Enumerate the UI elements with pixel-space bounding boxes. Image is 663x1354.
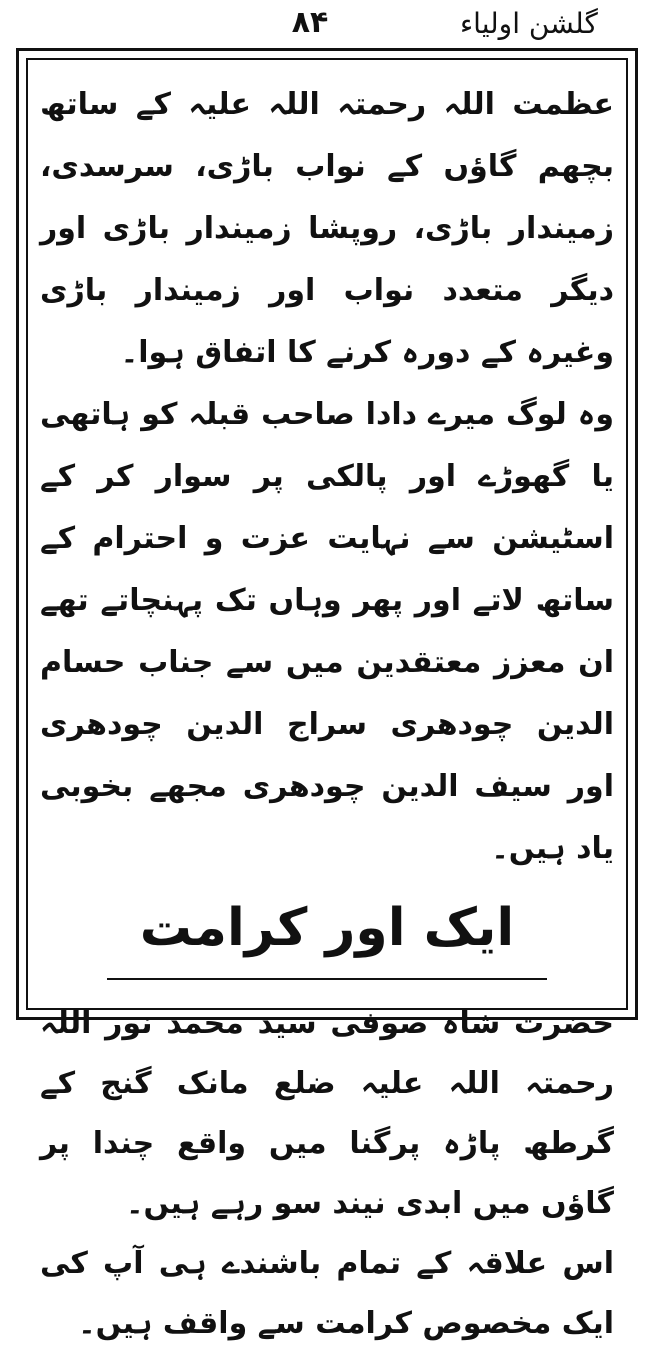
running-title: گلشن اولیاء: [460, 7, 598, 40]
paragraph-1: عظمت اللہ رحمتہ اللہ علیہ کے ساتھ بچھم گاؤں کے نواب باڑی، سرسدی، زمیندار باڑی، روپشا زمیندار باڑی اور دیگر متعدد نواب اور زمیندار باڑی وغیرہ کے دورہ کرنے کا اتفاق ہوا۔: [40, 87, 614, 370]
paragraph-3: حضرت شاہ صوفی سید محمد نور اللہ رحمتہ اللہ علیہ ضلع مانک گنج کے گرطھ پاڑہ پرگنا میں واقع چندا پر گاؤں میں ابدی نیند سو رہے ہیں۔: [40, 1006, 614, 1221]
section-heading: ایک اور کرامت: [139, 898, 515, 958]
page-number: ۸۴: [291, 5, 329, 40]
heading-divider: [107, 978, 547, 980]
page-content: [40, 74, 614, 1354]
page-header: [0, 0, 663, 48]
paragraph-4: اس علاقہ کے تمام باشندے ہی آپ کی ایک مخصوص کرامت سے واقف ہیں۔: [40, 1246, 614, 1341]
paragraph-2: وہ لوگ میرے دادا صاحب قبلہ کو ہاتھی یا گھوڑے اور پالکی پر سوار کر کے اسٹیشن سے نہایت عزت و احترام کے ساتھ لاتے اور پھر وہاں تک پہنچاتے تھے ان معزز معتقدین میں سے جناب حسام الدین چودھری سراج الدین چودھری اور سیف الدین چودھری مجھے بخوبی یاد ہیں۔: [40, 397, 614, 866]
